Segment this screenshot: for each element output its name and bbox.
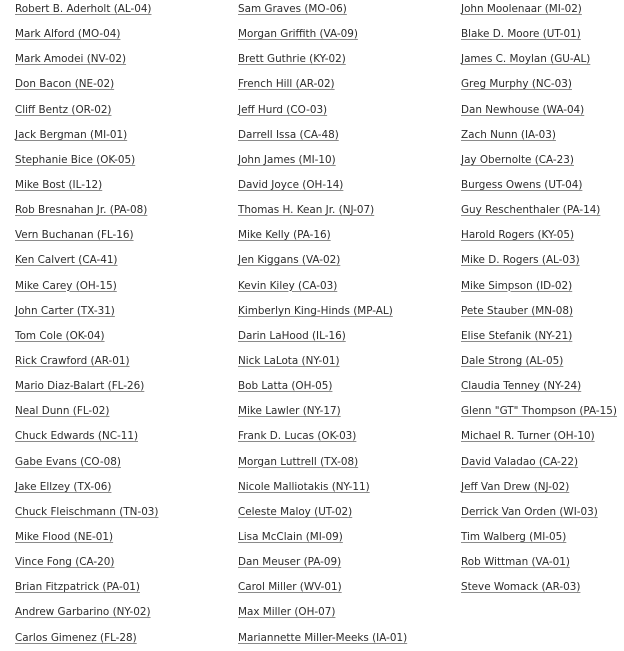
member-name-link[interactable]: Darin LaHood (IL-16)	[238, 329, 346, 342]
member-name-link[interactable]: Jen Kiggans (VA-02)	[238, 254, 341, 267]
member-name-link[interactable]: Elise Stefanik (NY-21)	[461, 329, 573, 342]
member-list-item	[15, 374, 238, 399]
member-list-item	[238, 299, 461, 324]
member-list-item	[461, 98, 624, 123]
member-list-item	[15, 22, 238, 47]
member-list-item	[238, 198, 461, 223]
member-name-link[interactable]: Brett Guthrie (KY-02)	[238, 53, 346, 66]
member-list-item	[238, 47, 461, 72]
member-name-link[interactable]: Nick LaLota (NY-01)	[238, 354, 340, 367]
member-list-item	[15, 600, 238, 625]
member-name-link[interactable]: David Valadao (CA-22)	[461, 455, 579, 468]
member-name-link[interactable]: French Hill (AR-02)	[238, 78, 335, 91]
member-list-item	[461, 72, 624, 97]
member-list-item	[15, 626, 238, 651]
member-name-link[interactable]: Don Bacon (NE-02)	[15, 78, 115, 91]
member-name-link[interactable]: Bob Latta (OH-05)	[238, 380, 333, 393]
member-list-item	[461, 399, 624, 424]
name-column-1	[15, 0, 238, 651]
member-list-item	[15, 525, 238, 550]
member-name-link[interactable]: Gabe Evans (CO-08)	[15, 455, 121, 468]
member-name-link[interactable]: Derrick Van Orden (WI-03)	[461, 505, 598, 518]
member-list-item	[238, 248, 461, 273]
member-list-item	[461, 123, 624, 148]
member-name-link[interactable]: Kevin Kiley (CA-03)	[238, 279, 338, 292]
member-list-item	[15, 0, 238, 22]
member-list-item	[15, 248, 238, 273]
member-name-link[interactable]: Rick Crawford (AR-01)	[15, 354, 130, 367]
member-list-item	[15, 399, 238, 424]
member-name-link[interactable]: Steve Womack (AR-03)	[461, 581, 581, 594]
member-list-item	[238, 374, 461, 399]
member-name-link[interactable]: Mike Bost (IL-12)	[15, 178, 103, 191]
member-name-link[interactable]: Dan Meuser (PA-09)	[238, 556, 342, 569]
member-name-link[interactable]: Mario Diaz-Balart (FL-26)	[15, 380, 145, 393]
member-list-item	[15, 349, 238, 374]
member-list-item	[461, 248, 624, 273]
member-list-item	[461, 274, 624, 299]
member-list-item	[238, 349, 461, 374]
member-name-link[interactable]: Tom Cole (OK-04)	[15, 329, 105, 342]
member-list-item	[238, 424, 461, 449]
member-list-item	[461, 349, 624, 374]
member-name-link[interactable]: Lisa McClain (MI-09)	[238, 530, 343, 543]
member-name-link[interactable]: Mike D. Rogers (AL-03)	[461, 254, 580, 267]
member-list-item	[238, 22, 461, 47]
member-list-item	[238, 525, 461, 550]
member-list-item	[15, 550, 238, 575]
member-name-link[interactable]: Jeff Van Drew (NJ-02)	[461, 480, 570, 493]
member-name-link[interactable]: Pete Stauber (MN-08)	[461, 304, 574, 317]
member-name-link[interactable]: Morgan Luttrell (TX-08)	[238, 455, 359, 468]
member-name-link[interactable]: Carlos Gimenez (FL-28)	[15, 631, 137, 644]
member-name-link[interactable]: Guy Reschenthaler (PA-14)	[461, 204, 601, 217]
member-list-item	[15, 475, 238, 500]
member-name-link[interactable]: Robert B. Aderholt (AL-04)	[15, 3, 152, 15]
member-name-link[interactable]: James C. Moylan (GU-AL)	[461, 53, 591, 66]
member-name-link[interactable]: John James (MI-10)	[238, 153, 336, 166]
name-column-3	[461, 0, 624, 651]
member-name-link[interactable]: Max Miller (OH-07)	[238, 606, 336, 619]
member-list-item	[238, 626, 461, 651]
member-list-item	[238, 72, 461, 97]
member-name-link[interactable]: Nicole Malliotakis (NY-11)	[238, 480, 370, 493]
member-list-item	[238, 475, 461, 500]
member-list-item	[238, 148, 461, 173]
member-list-item	[15, 123, 238, 148]
member-list-item	[15, 198, 238, 223]
member-name-link[interactable]: Tim Walberg (MI-05)	[461, 530, 567, 543]
member-name-link[interactable]: Neal Dunn (FL-02)	[15, 405, 110, 418]
member-name-link[interactable]: Michael R. Turner (OH-10)	[461, 430, 595, 443]
member-name-link[interactable]: Jay Obernolte (CA-23)	[461, 153, 574, 166]
member-list-item	[461, 500, 624, 525]
member-name-link[interactable]: Glenn "GT" Thompson (PA-15)	[461, 405, 617, 418]
member-name-link[interactable]: Jack Bergman (MI-01)	[15, 128, 128, 141]
member-list-item	[15, 500, 238, 525]
member-list-item	[461, 575, 624, 600]
member-name-link[interactable]: Kimberlyn King-Hinds (MP-AL)	[238, 304, 393, 317]
member-name-link[interactable]: Brian Fitzpatrick (PA-01)	[15, 581, 140, 594]
member-name-link[interactable]: Rob Bresnahan Jr. (PA-08)	[15, 204, 148, 217]
member-name-link[interactable]: Ken Calvert (CA-41)	[15, 254, 118, 267]
member-list-item	[461, 324, 624, 349]
member-list-item	[238, 0, 461, 22]
member-list-item	[15, 450, 238, 475]
member-list-item	[238, 223, 461, 248]
member-list-item	[461, 424, 624, 449]
name-column-2	[238, 0, 461, 651]
member-list-item	[238, 575, 461, 600]
member-name-link[interactable]: Thomas H. Kean Jr. (NJ-07)	[238, 204, 375, 217]
member-list-item	[461, 0, 624, 22]
member-name-link[interactable]: John Carter (TX-31)	[15, 304, 115, 317]
member-list-item	[15, 47, 238, 72]
member-list-item	[461, 550, 624, 575]
member-list-item	[461, 173, 624, 198]
member-list-item	[15, 575, 238, 600]
member-list-item	[461, 374, 624, 399]
member-name-link[interactable]: Chuck Fleischmann (TN-03)	[15, 505, 159, 518]
member-name-link[interactable]: Sam Graves (MO-06)	[238, 3, 347, 15]
member-name-link[interactable]: Vince Fong (CA-20)	[15, 556, 115, 569]
member-list-item	[15, 324, 238, 349]
member-name-link[interactable]: Harold Rogers (KY-05)	[461, 229, 575, 242]
member-name-link[interactable]: Rob Wittman (VA-01)	[461, 556, 570, 569]
member-name-link[interactable]: Jake Ellzey (TX-06)	[15, 480, 112, 493]
member-list-item	[461, 148, 624, 173]
member-name-link[interactable]: Mike Kelly (PA-16)	[238, 229, 331, 242]
member-list-item	[238, 98, 461, 123]
member-name-link[interactable]: Morgan Griffith (VA-09)	[238, 28, 358, 41]
member-list-item	[238, 500, 461, 525]
member-name-link[interactable]: Mariannette Miller-Meeks (IA-01)	[238, 631, 408, 644]
member-name-link[interactable]: Celeste Maloy (UT-02)	[238, 505, 353, 518]
member-name-link[interactable]: Zach Nunn (IA-03)	[461, 128, 556, 141]
member-name-link[interactable]: Carol Miller (WV-01)	[238, 581, 342, 594]
member-list-item	[15, 72, 238, 97]
member-name-link[interactable]: Mark Amodei (NV-02)	[15, 53, 127, 66]
member-list-item	[238, 123, 461, 148]
member-name-link[interactable]: Darrell Issa (CA-48)	[238, 128, 339, 141]
member-list-item	[461, 198, 624, 223]
member-name-link[interactable]: Dale Strong (AL-05)	[461, 354, 564, 367]
member-name-link[interactable]: Vern Buchanan (FL-16)	[15, 229, 134, 242]
member-list-item	[238, 274, 461, 299]
member-list-item	[15, 223, 238, 248]
member-name-link[interactable]: Frank D. Lucas (OK-03)	[238, 430, 357, 443]
member-name-link[interactable]: Chuck Edwards (NC-11)	[15, 430, 138, 443]
member-name-link[interactable]: Dan Newhouse (WA-04)	[461, 103, 585, 116]
member-list-item	[15, 173, 238, 198]
member-list-item	[15, 98, 238, 123]
member-list-item	[238, 450, 461, 475]
member-list-item	[238, 550, 461, 575]
member-list-item	[15, 274, 238, 299]
member-list-item	[238, 173, 461, 198]
member-list-item	[461, 299, 624, 324]
member-list-item	[461, 223, 624, 248]
member-list-item	[461, 525, 624, 550]
member-name-link[interactable]: Jeff Hurd (CO-03)	[238, 103, 328, 116]
member-list-item	[15, 299, 238, 324]
member-name-link[interactable]: Mike Lawler (NY-17)	[238, 405, 341, 418]
member-list-item	[461, 475, 624, 500]
member-name-link[interactable]: John Moolenaar (MI-02)	[461, 3, 582, 15]
member-name-link[interactable]: Claudia Tenney (NY-24)	[461, 380, 582, 393]
member-list-item	[461, 47, 624, 72]
member-list-item	[15, 424, 238, 449]
member-name-link[interactable]: Andrew Garbarino (NY-02)	[15, 606, 151, 619]
member-list-item	[238, 600, 461, 625]
member-list-item	[15, 148, 238, 173]
member-list-item	[461, 22, 624, 47]
member-name-link[interactable]: David Joyce (OH-14)	[238, 178, 344, 191]
member-name-link[interactable]: Cliff Bentz (OR-02)	[15, 103, 112, 116]
member-list-item	[238, 399, 461, 424]
member-name-link[interactable]: Mike Flood (NE-01)	[15, 530, 114, 543]
member-name-link[interactable]: Greg Murphy (NC-03)	[461, 78, 572, 91]
member-name-link[interactable]: Burgess Owens (UT-04)	[461, 178, 583, 191]
member-name-link[interactable]: Mike Simpson (ID-02)	[461, 279, 573, 292]
member-name-link[interactable]: Blake D. Moore (UT-01)	[461, 28, 581, 41]
member-name-link[interactable]: Mark Alford (MO-04)	[15, 28, 121, 41]
member-name-link[interactable]: Mike Carey (OH-15)	[15, 279, 117, 292]
member-list-item	[238, 324, 461, 349]
member-list-item	[461, 450, 624, 475]
member-name-link[interactable]: Stephanie Bice (OK-05)	[15, 153, 136, 166]
